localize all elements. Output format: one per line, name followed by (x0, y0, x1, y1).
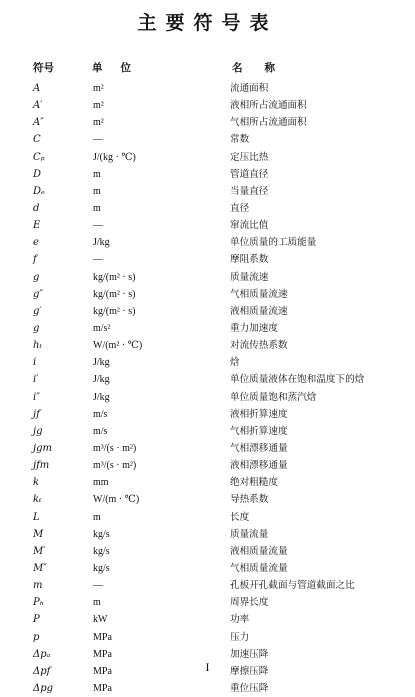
symbol-cell: i′ (33, 374, 39, 386)
header-unit: 单位 (92, 62, 149, 74)
symbol-cell: C (33, 134, 41, 146)
page-number: I (205, 660, 210, 674)
symbol-cell: L (33, 511, 40, 523)
table-row (0, 320, 415, 337)
table-row (0, 131, 415, 148)
name-cell: 气相漂移通量 (230, 442, 288, 454)
unit-cell: m² (93, 83, 104, 94)
unit-cell: — (93, 254, 103, 266)
unit-cell: m (93, 511, 101, 523)
symbol-cell: kₜ (33, 494, 42, 506)
unit-cell: kg/s (93, 545, 110, 557)
name-cell: 单位质量的工质能量 (230, 237, 317, 249)
name-cell: 液相漂移通量 (230, 460, 288, 472)
unit-cell: MPa (93, 648, 112, 660)
symbol-cell: A″ (33, 117, 44, 129)
table-row (0, 560, 415, 577)
name-cell: 定压比热 (230, 151, 269, 163)
symbol-cell: M (33, 528, 44, 540)
unit-cell: kg/s (93, 528, 110, 540)
symbol-cell: g (33, 271, 40, 283)
unit-cell: J/(kg · ℃) (93, 151, 136, 163)
name-cell: 单位质量液体在饱和温度下的焓 (230, 374, 365, 386)
unit-cell: m³/(s · m²) (93, 442, 137, 454)
name-cell: 孔板开孔截面与管道截面之比 (230, 580, 355, 592)
name-cell: 质量流速 (230, 271, 269, 283)
name-cell: 管道直径 (230, 168, 269, 180)
unit-cell: m² (93, 117, 104, 129)
unit-cell: m (93, 185, 101, 197)
name-cell: 质量流量 (230, 528, 269, 540)
symbol-cell: P (33, 614, 40, 626)
table-row (0, 474, 415, 491)
symbol-cell: k (33, 477, 40, 489)
unit-cell: J/kg (93, 357, 110, 369)
name-cell: 液相质量流速 (230, 305, 288, 317)
name-cell: 单位质量饱和蒸汽焓 (230, 391, 317, 403)
table-row (0, 457, 415, 474)
page-title: 主要符号表 (137, 12, 278, 34)
unit-cell: — (93, 580, 103, 592)
header-name: 名称 (232, 62, 297, 74)
symbol-cell: Δpf (33, 665, 51, 677)
symbol-cell: i″ (33, 391, 40, 403)
table-row (0, 200, 415, 217)
unit-cell: MPa (93, 631, 112, 643)
table-row (0, 406, 415, 423)
table-row (0, 149, 415, 166)
table-row (0, 423, 415, 440)
table-row (0, 114, 415, 131)
symbol-cell: g′ (33, 305, 42, 317)
symbol-cell: jf (33, 408, 40, 420)
unit-cell: mm (93, 477, 109, 489)
symbol-cell: A′ (33, 100, 43, 112)
table-row (0, 234, 415, 251)
unit-cell: m (93, 168, 101, 180)
symbol-cell: Pₕ (33, 597, 45, 609)
name-cell: 重力加速度 (230, 322, 278, 334)
name-cell: 气相折算速度 (230, 425, 288, 437)
name-cell: 气相质量流速 (230, 288, 288, 300)
unit-cell: kW (93, 614, 108, 626)
unit-cell: m/s (93, 408, 108, 420)
symbol-cell: Δpg (33, 682, 54, 694)
table-row (0, 371, 415, 388)
symbol-table (0, 80, 415, 697)
unit-cell: J/kg (93, 237, 110, 249)
symbol-cell: jg (33, 425, 43, 437)
table-row (0, 183, 415, 200)
table-row (0, 611, 415, 628)
symbol-cell: M″ (33, 562, 47, 574)
name-cell: 导热系数 (230, 494, 269, 506)
table-row (0, 97, 415, 114)
unit-cell: m/s² (93, 322, 111, 334)
symbol-cell: p (33, 631, 40, 643)
name-cell: 气相所占流通面积 (230, 117, 307, 129)
table-row (0, 577, 415, 594)
name-cell: 液相折算速度 (230, 408, 288, 420)
table-row (0, 629, 415, 646)
name-cell: 绝对粗糙度 (230, 477, 278, 489)
table-row (0, 217, 415, 234)
name-cell: 重位压降 (230, 682, 269, 694)
unit-cell: W/(m² · ℃) (93, 340, 143, 352)
name-cell: 直径 (230, 202, 250, 214)
table-row (0, 337, 415, 354)
unit-cell: kg/s (93, 562, 110, 574)
symbol-cell: M′ (33, 545, 46, 557)
unit-cell: kg/(m² · s) (93, 288, 136, 300)
symbol-cell: m (33, 580, 43, 592)
symbol-cell: jgm (33, 442, 52, 454)
unit-cell: MPa (93, 665, 112, 677)
unit-cell: m³/(s · m²) (93, 460, 137, 472)
symbol-cell: A (33, 83, 41, 94)
table-row (0, 286, 415, 303)
symbol-cell: f (33, 254, 37, 266)
unit-cell: J/kg (93, 374, 110, 386)
symbol-cell: Δpₐ (33, 648, 51, 660)
name-cell: 当量直径 (230, 185, 269, 197)
table-row (0, 526, 415, 543)
table-header (0, 60, 415, 74)
table-row (0, 354, 415, 371)
name-cell: 压力 (230, 631, 250, 643)
name-cell: 液相所占流通面积 (230, 100, 307, 112)
name-cell: 对流传热系数 (230, 340, 288, 352)
symbol-cell: e (33, 237, 39, 249)
name-cell: 摩擦压降 (230, 665, 269, 677)
symbol-cell: D (33, 168, 42, 180)
symbol-cell: jfm (33, 460, 50, 472)
name-cell: 加速压降 (230, 648, 269, 660)
symbol-cell: g″ (33, 288, 44, 300)
unit-cell: — (93, 220, 103, 232)
unit-cell: W/(m · ℃) (93, 494, 140, 506)
table-row (0, 389, 415, 406)
unit-cell: kg/(m² · s) (93, 305, 136, 317)
table-row (0, 251, 415, 268)
table-row (0, 440, 415, 457)
table-row (0, 509, 415, 526)
table-row (0, 594, 415, 611)
unit-cell: m² (93, 100, 104, 112)
symbol-cell: E (33, 220, 41, 232)
symbol-cell: hₜ (33, 340, 42, 352)
unit-cell: MPa (93, 682, 112, 694)
table-row (0, 80, 415, 97)
table-row (0, 303, 415, 320)
name-cell: 焓 (230, 357, 240, 369)
header-symbol: 符号 (33, 62, 54, 74)
symbol-cell: i (33, 357, 37, 369)
unit-cell: J/kg (93, 391, 110, 403)
name-cell: 常数 (230, 134, 250, 146)
symbol-cell: Cₚ (33, 151, 45, 163)
table-row (0, 543, 415, 560)
table-row (0, 166, 415, 183)
symbol-cell: d (33, 202, 40, 214)
unit-cell: m (93, 202, 101, 214)
symbol-cell: Dₑ (33, 185, 45, 197)
unit-cell: m (93, 597, 101, 609)
table-row (0, 680, 415, 697)
name-cell: 气相质量流量 (230, 562, 288, 574)
name-cell: 流通面积 (230, 83, 269, 94)
name-cell: 摩阻系数 (230, 254, 269, 266)
name-cell: 窜流比值 (230, 220, 269, 232)
unit-cell: — (93, 134, 103, 146)
table-row (0, 491, 415, 508)
name-cell: 功率 (230, 614, 250, 626)
name-cell: 液相质量流量 (230, 545, 288, 557)
unit-cell: m/s (93, 425, 108, 437)
unit-cell: kg/(m² · s) (93, 271, 136, 283)
symbol-cell: g (33, 322, 40, 334)
name-cell: 周界长度 (230, 597, 269, 609)
name-cell: 长度 (230, 511, 250, 523)
table-row (0, 269, 415, 286)
